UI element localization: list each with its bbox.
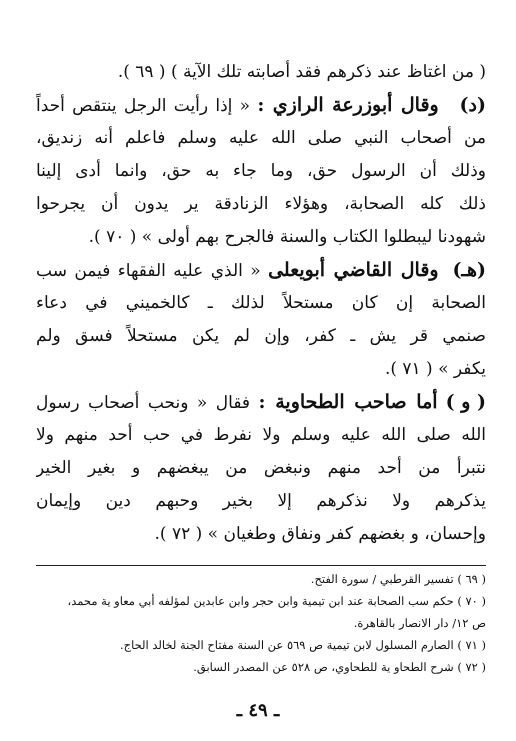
footnote-divider xyxy=(36,565,486,566)
section-marker: ( و ) xyxy=(445,391,486,413)
page-number: ـ ٤٩ ـ xyxy=(236,700,280,721)
text-line xyxy=(36,452,486,485)
text-line xyxy=(36,485,486,518)
section-marker: (هـ) xyxy=(452,259,486,281)
paragraph-tahawiyya xyxy=(36,386,486,551)
section-lead: أما صاحب الطحاوية : xyxy=(258,391,438,413)
text-line xyxy=(36,155,486,188)
text-line-content: وإحسان، و بغضهم كفر ونفاق وطغيان » ( ٧٢ ). xyxy=(154,524,486,544)
text-line-content: ذلك كله الصحابة، وهؤلاء الزنادقة ير يدون أن يجرحوا xyxy=(36,194,486,214)
text-line xyxy=(36,254,486,287)
text-line xyxy=(36,320,486,353)
text-line-content: الصحابة إن كان مستحلاً لذلك ـ كالخميني في دعاء xyxy=(36,293,486,313)
text-line xyxy=(36,188,486,221)
text-line-content: صنمي قر يش ـ كفر، وإن لم يكن مستحلاً فسق ولم xyxy=(36,326,486,346)
footnotes xyxy=(36,568,486,678)
text-line xyxy=(36,386,486,419)
section-lead: وقال القاضي أبويعلى xyxy=(268,259,439,281)
text-line xyxy=(36,353,486,386)
text-line-content: ( من اغتاظ عند ذكرهم فقد أصابته تلك الآية ) ( ٦٩ ). xyxy=(117,62,486,82)
paragraph-abu-zurah xyxy=(36,89,486,254)
text-line-content: يكفر » ( ٧١ ). xyxy=(384,359,486,379)
section-lead: وقال أبوزرعة الرازي : xyxy=(257,94,439,116)
text-line-content: « الذي عليه الفقهاء فيمن سب xyxy=(36,261,261,281)
text-line-content: نتبرأ من أحد منهم ونبغض من يبغضهم و بغير الخير xyxy=(36,458,486,478)
text-line xyxy=(36,221,486,254)
text-line xyxy=(36,518,486,551)
text-line-content: « إذا رأيت الرجل ينتقص أحداً xyxy=(36,96,251,116)
text-line-content: فقال « ونحب أصحاب رسول xyxy=(36,393,251,413)
paragraph-abu-yala xyxy=(36,254,486,386)
footnote-continuation: ص ١٢/ دار الانصار بالقاهرة. xyxy=(353,616,486,630)
footnote: ( ٧١ ) الصارم المسلول لابن تيمية ص ٥٦٩ عن السنة مفتاح الجنة لخالد الحاج. xyxy=(119,638,486,652)
footnote: ( ٧٠ ) حكم سب الصحابة عند ابن تيمية وابن حجر وابن عابدين لمؤلفه أبي معاو ية محمد، xyxy=(67,594,486,608)
main-text xyxy=(36,56,486,551)
text-line-content: وذلك أن الرسول حق، وما جاء به حق، وانما أدى إلينا xyxy=(36,161,486,181)
text-line xyxy=(36,287,486,320)
section-marker: (د) xyxy=(459,94,486,116)
text-line xyxy=(36,122,486,155)
text-line xyxy=(36,419,486,452)
text-line-content: شهودنا ليبطلوا الكتاب والسنة فالجرح بهم أولى » ( ٧٠ ). xyxy=(88,227,486,247)
text-line xyxy=(36,56,486,89)
text-line-content: من أصحاب النبي صلى الله عليه وسلم فاعلم أنه زنديق، xyxy=(36,128,486,148)
footnote: ( ٧٢ ) شرح الطحاو ية للطحاوي، ص ٥٢٨ عن المصدر السابق. xyxy=(193,660,486,674)
text-line-content: الله صلى الله عليه وسلم ولا نفرط في حب أحد منهم ولا xyxy=(36,425,486,445)
text-line xyxy=(36,89,486,122)
text-line-content: يذكرهم ولا نذكرهم إلا بخير وحبهم دين وإيمان xyxy=(36,491,486,511)
footnote: ( ٦٩ ) تفسير القرطبي / سورة الفتح. xyxy=(310,572,486,586)
